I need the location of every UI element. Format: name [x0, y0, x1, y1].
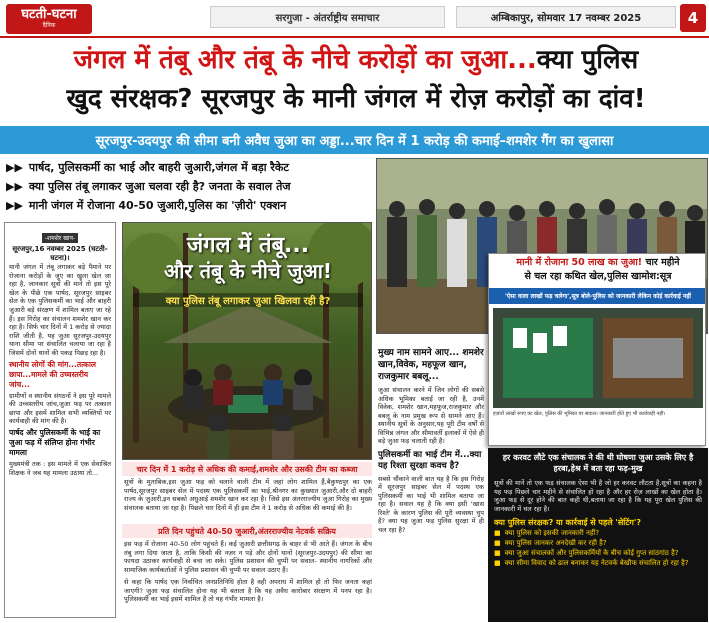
square-bullet-icon: ■	[494, 559, 501, 568]
section-label: सरगुजा - अंतर्राष्ट्रीय समाचार	[210, 6, 445, 28]
question-text: क्या सीमा विवाद को ढाल बनाकर यह नेटवर्क बेखौफ संचालित हो रहा है?	[504, 559, 689, 568]
dark-box-heading: हर करवट लौटे एक संचालक ने की थी घोषणा जुआ उसके लिए है हरबा,हेश्र में बता रहा फड़-मुख	[502, 453, 694, 473]
double-arrow-icon: ▶▶	[6, 180, 23, 193]
clipping-photo	[493, 308, 703, 408]
clipping-headline-red: मानी में रोजाना 50 लाख का जुआ!	[516, 257, 643, 268]
photo-title-1: जंगल में तंबू...	[186, 233, 310, 258]
article-paragraph: जुआ संचालन करने में जिन लोगों की सबसे अधिक भूमिका बताई जा रही है, उनमें विवेक, शमशेर खान,महफूज,राजकुमार और बबलू के नाम प्रमुख रूप से सामने आए हैं। स्थानीय सूत्रों के अनुसार,यह पूरी टीम वर्षों से विभिन्न जंगल और सीमावर्ती इलाकों में ऐसे ही बड़े जुआ फड़ चलाती रही है।	[378, 386, 484, 445]
question-text: क्या जुआ संचालकों और पुलिसकर्मियों के बीच कोई गुप्त सांठगांठ है?	[504, 549, 679, 558]
question-item	[494, 548, 702, 558]
article-paragraph: सबसे चौंकाने वाली बात यह है कि इस गिरोह में सूरजपुर साइबर सेल में पदस्थ एक पुलिसकर्मी का भाई भी शामिल बताया जा रहा है। सवाल यह है कि क्या इसी 'खास रिश्ते' के कारण पुलिस की पूरी व्यवस्था चुप है? क्या यह जुआ फड़ पुलिस सुरक्षा में ही चल रहा है?	[378, 474, 484, 534]
clipping-headline-line2: से चल रहा कथित खेल,पुलिस खामोश:सूत्र	[524, 271, 672, 282]
masthead	[0, 0, 709, 38]
headline-line-2: खुद संरक्षक? सूरजपुर के मानी जंगल में रोज़ करोड़ों का दांव!	[66, 84, 646, 114]
question-item	[494, 528, 702, 538]
article-dateline: सूरजपुर,16 नवम्बर 2025 (घटती-घटना)।	[12, 245, 108, 262]
right-middle-article	[378, 347, 484, 534]
center-paragraph: इस फड़ में रोजाना 40-50 लोग पहुंचते हैं। कई जुआरी छत्तीसगढ़ के बाहर से भी आते हैं। जंगल के बीच तंबू लगा दिया जाता है, ताकि किसी की नज़र न पड़े और दोनों थानों (सूरजपुर-उदयपुर) की सीमा का फायदा उठाकर कार्यवाही से बचा जा सके। पुलिस प्रशासन की चुप्पी पर सवाल- स्थानीय नागरिकों और सामाजिक कार्यकर्ताओं ने पुलिस प्रशासन की चुप्पी पर सवाल उठाए हैं।	[124, 540, 372, 574]
square-bullet-icon: ■	[494, 549, 501, 558]
square-bullet-icon: ■	[494, 539, 501, 548]
clipping-headline-black: चार महीने	[645, 257, 680, 268]
article-paragraph: मुख्यमंत्री तक : इस मामले में एक सेवाश्रित शिक्षक ने जब यह मामला उठाया तो...	[9, 459, 111, 477]
article-subhead: पार्षद और पुलिसकर्मी के भाई का जुआ फड़ में संलिप्त होना गंभीर मामला	[9, 427, 101, 457]
jungle-gambling-photo	[122, 222, 372, 460]
newspaper-logo	[6, 4, 92, 34]
logo-subtext: दैनिक	[42, 22, 56, 29]
byline-tag: -शमशेर खान-	[42, 233, 78, 243]
questions-heading: क्या पुलिस संरक्षक? या कार्रवाई से पहले 'सेटिंग'?	[494, 518, 641, 528]
article-subhead: पुलिसकर्मी का भाई टीम में...क्या यह रिश्ता सुरक्षा कवच है?	[378, 449, 482, 471]
logo-text: घटती-घटना	[21, 7, 77, 22]
clipping-caption: हज़ारों लाखों रुपए का खेल, पुलिस की भूमिका पर सवाल। जानकारी होते हुए भी कार्यवाही नहीं।	[493, 411, 666, 417]
center-subhead-2: प्रति दिन पहुंचते 40-50 जुआरी,अंतरराज्यीय नेटवर्क सक्रिय	[122, 524, 372, 538]
photo-subtitle: क्या पुलिस तंबू लगाकर जुआ खिलवा रही है?	[133, 293, 363, 307]
question-text: क्या पुलिस जानकर अनदेखी कर रही है?	[504, 539, 607, 548]
clipping-band: 'ऐसा वाला लाखों फड़ चलेगा',सूत्र बोले-पुलिस को जानकारी लेकिन कोई कार्रवाई नहीं	[489, 288, 706, 304]
double-arrow-icon: ▶▶	[6, 199, 23, 212]
headline-red-part: जंगल में तंबू और तंबू के नीचे करोड़ों का जुआ...	[73, 45, 537, 75]
news-clipping	[488, 253, 706, 446]
bullet-list	[6, 158, 376, 215]
question-item	[494, 538, 702, 548]
page-number: 4	[680, 4, 706, 32]
question-item	[494, 558, 702, 568]
bullet-item	[6, 196, 376, 215]
bullet-item	[6, 177, 376, 196]
bullet-text: मानी जंगल में रोजाना 40-50 जुआरी,पुलिस का 'ज़ीरो' एक्शन	[28, 199, 287, 212]
question-text: क्या पुलिस को इसकी जानकारी नहीं?	[504, 529, 600, 538]
center-paragraph: से कहा कि पार्षद एक निर्वाचित जनप्रतिनिधि होता है वही अपराध में शामिल हो तो फिर जनता कहां जाएगी? जुआ फड़ संचालित होना यह भी बताता है कि यह अवैध कारोबार संरक्षण में पनप रहा है। पुलिसकर्मी का भाई इसमें शामिल है तो यह गंभीर मामला है।	[124, 578, 372, 604]
subheadline-banner: सूरजपुर-उदयपुर की सीमा बनी अवैध जुआ का अड्डा...चार दिन में 1 करोड़ की कमाई–शमशेर गैंग का खुलासा	[0, 126, 709, 154]
clipping-headline	[489, 254, 706, 286]
article-paragraph: मानी जंगल में तंबू लगाकर बड़े पैमाने पर रोजाना करोड़ों के जुए का खुला खेल जा रहा है, जानकार सूत्रों की माने तो इस पूरे खेल के पीछे एक पार्षद, सूरजपुर साइबर सेल के एक पुलिसकर्मी का भाई और बाहरी जुआरी बड़े संरक्षण में शामिल बताए जा रहे हैं। इस गिरोह का संचालन शमशेर खान कर रहा है। सिर्फ चार दिनों में 1 करोड़ से ज्यादा राशि जीती है, यह जुआ सूरजपुर-उदयपुर थाना सीमा पर संचालित चलाया जा रहा है जिसमें दोनों थानों की पकड़ पिछड़ रहा है।	[9, 263, 111, 357]
headline-line-1	[6, 43, 706, 77]
dark-info-box	[488, 448, 708, 622]
article-subhead: मुख्य नाम सामने आए... शमशेर खान,विवेक, महफूज खान, राजकुमार बबलू...	[378, 348, 484, 382]
left-column-article	[4, 222, 116, 618]
square-bullet-icon: ■	[494, 529, 501, 538]
center-subhead-1: चार दिन में 1 करोड़ से अधिक की कमाई,शमशेर और उसकी टीम का कब्जा	[122, 462, 372, 476]
bullet-text: क्या पुलिस तंबू लगाकर जुआ चलवा रही है? जनता के सवाल तेज	[28, 180, 291, 193]
dark-box-paragraph: सूत्रों की मानें तो एक फड़ संचालक ऐसा भी है जो हर करवट लौटता है,सूत्रों का कहना है यह फड़ पिछले चार महीने से संचालित हो रहा है और हर रोज़ लाखों का खेल होता है। जुआ फड़ से दूर होने की बात कही थी,बताया जा रहा है कि यह पूरा खेल पुलिस की जानकारी में चल रहा है।	[494, 479, 702, 513]
bullet-item	[6, 158, 376, 177]
article-paragraph: ग्रामीणों व स्थानीय संगठनों ने इस पूरे मामले की उच्चस्तरीय जांच,जुआ फड़ पर तत्काल छापा और इसमें शामिल सभी व्यक्तियों पर कार्यवाही की मांग की है।	[9, 391, 111, 426]
double-arrow-icon: ▶▶	[6, 161, 23, 174]
center-paragraph: सूत्रों के मुताबिक,इस जुआ फड़ को चलाने वाली टीम में जहां लोग शामिल हैं,बैकुण्ठपुर का एक पार्षद,सूरजपुर साइबर सेल में पदस्थ एक पुलिसकर्मी का भाई,श्रीनगर का कुख्यात जुआरी,और दो बाहरी राज्य के जुआरी,इन सबको अधुआई शमशेर खान कर रहा है। जिसे इस अंतरराज्यीय जुआ गिरोह का मुख्य संचालक बताया जा रहा है। पिछले चार दिनों में ही इस टीम ने 1 करोड़ से अधिक की कमाई की है।	[124, 478, 372, 512]
photo-title-2: और तंबू के नीचे जुआ!	[163, 259, 333, 283]
headline-black-part: क्या पुलिस	[536, 45, 639, 75]
article-subhead: स्थानीय लोगों की मांग...तत्काल छापा...मामले की उच्चस्तरीय जांच...	[9, 359, 96, 389]
bullet-text: पार्षद, पुलिसकर्मी का भाई और बाहरी जुआरी,जंगल में बड़ा रैकेट	[28, 161, 289, 174]
dateline: अम्बिकापुर, सोमवार 17 नवम्बर 2025	[456, 6, 676, 28]
